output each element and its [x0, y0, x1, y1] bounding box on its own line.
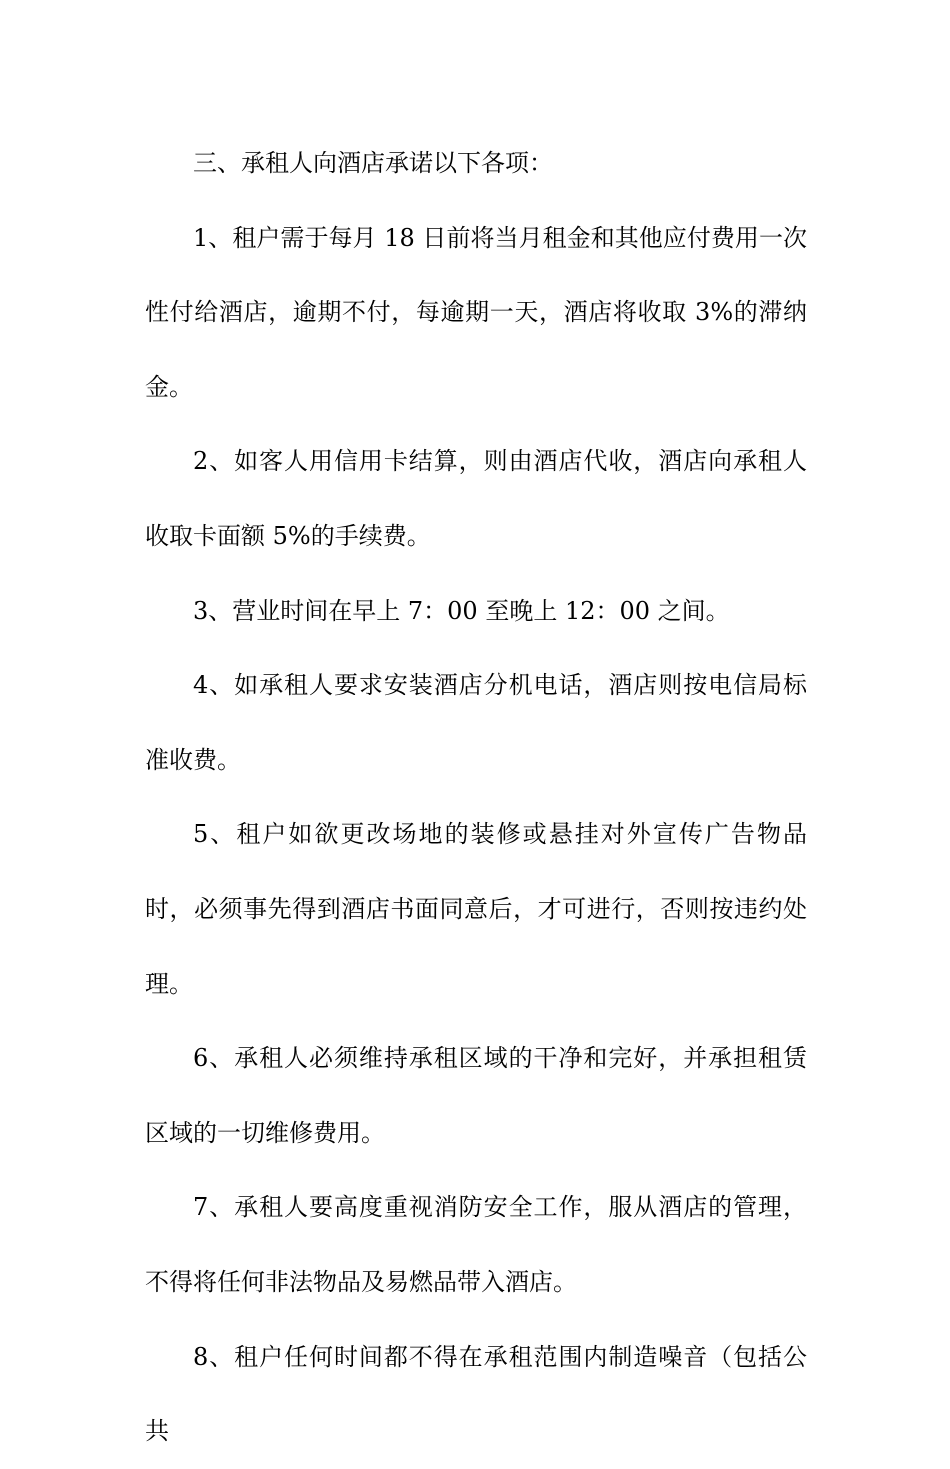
document-body	[145, 126, 807, 1469]
clause-8: 8、租户任何时间都不得在承租范围内制造噪音（包括公共	[145, 1342, 807, 1446]
clause-5: 5、租户如欲更改场地的装修或悬挂对外宣传广告物品时，必须事先得到酒店书面同意后，才可进行，否则按违约处理。	[145, 820, 807, 998]
clause-3: 3、营业时间在早上 7：00 至晚上 12：00 之间。	[193, 596, 730, 625]
clause-1: 1、租户需于每月 18 日前将当月租金和其他应付费用一次性付给酒店，逾期不付，每逾期一天，酒店将收取 3%的滞纳金。	[145, 223, 807, 401]
clause-6: 6、承租人必须维持承租区域的干净和完好，并承担租赁区域的一切维修费用。	[145, 1044, 807, 1147]
clause-7: 7、承租人要高度重视消防安全工作，服从酒店的管理，不得将任何非法物品及易燃品带入酒店。	[145, 1193, 807, 1296]
section-heading: 三、承租人向酒店承诺以下各项：	[193, 149, 553, 177]
clause-2: 2、如客人用信用卡结算，则由酒店代收，酒店向承租人收取卡面额 5%的手续费。	[145, 447, 807, 550]
clause-4: 4、如承租人要求安装酒店分机电话，酒店则按电信局标准收费。	[145, 671, 807, 774]
